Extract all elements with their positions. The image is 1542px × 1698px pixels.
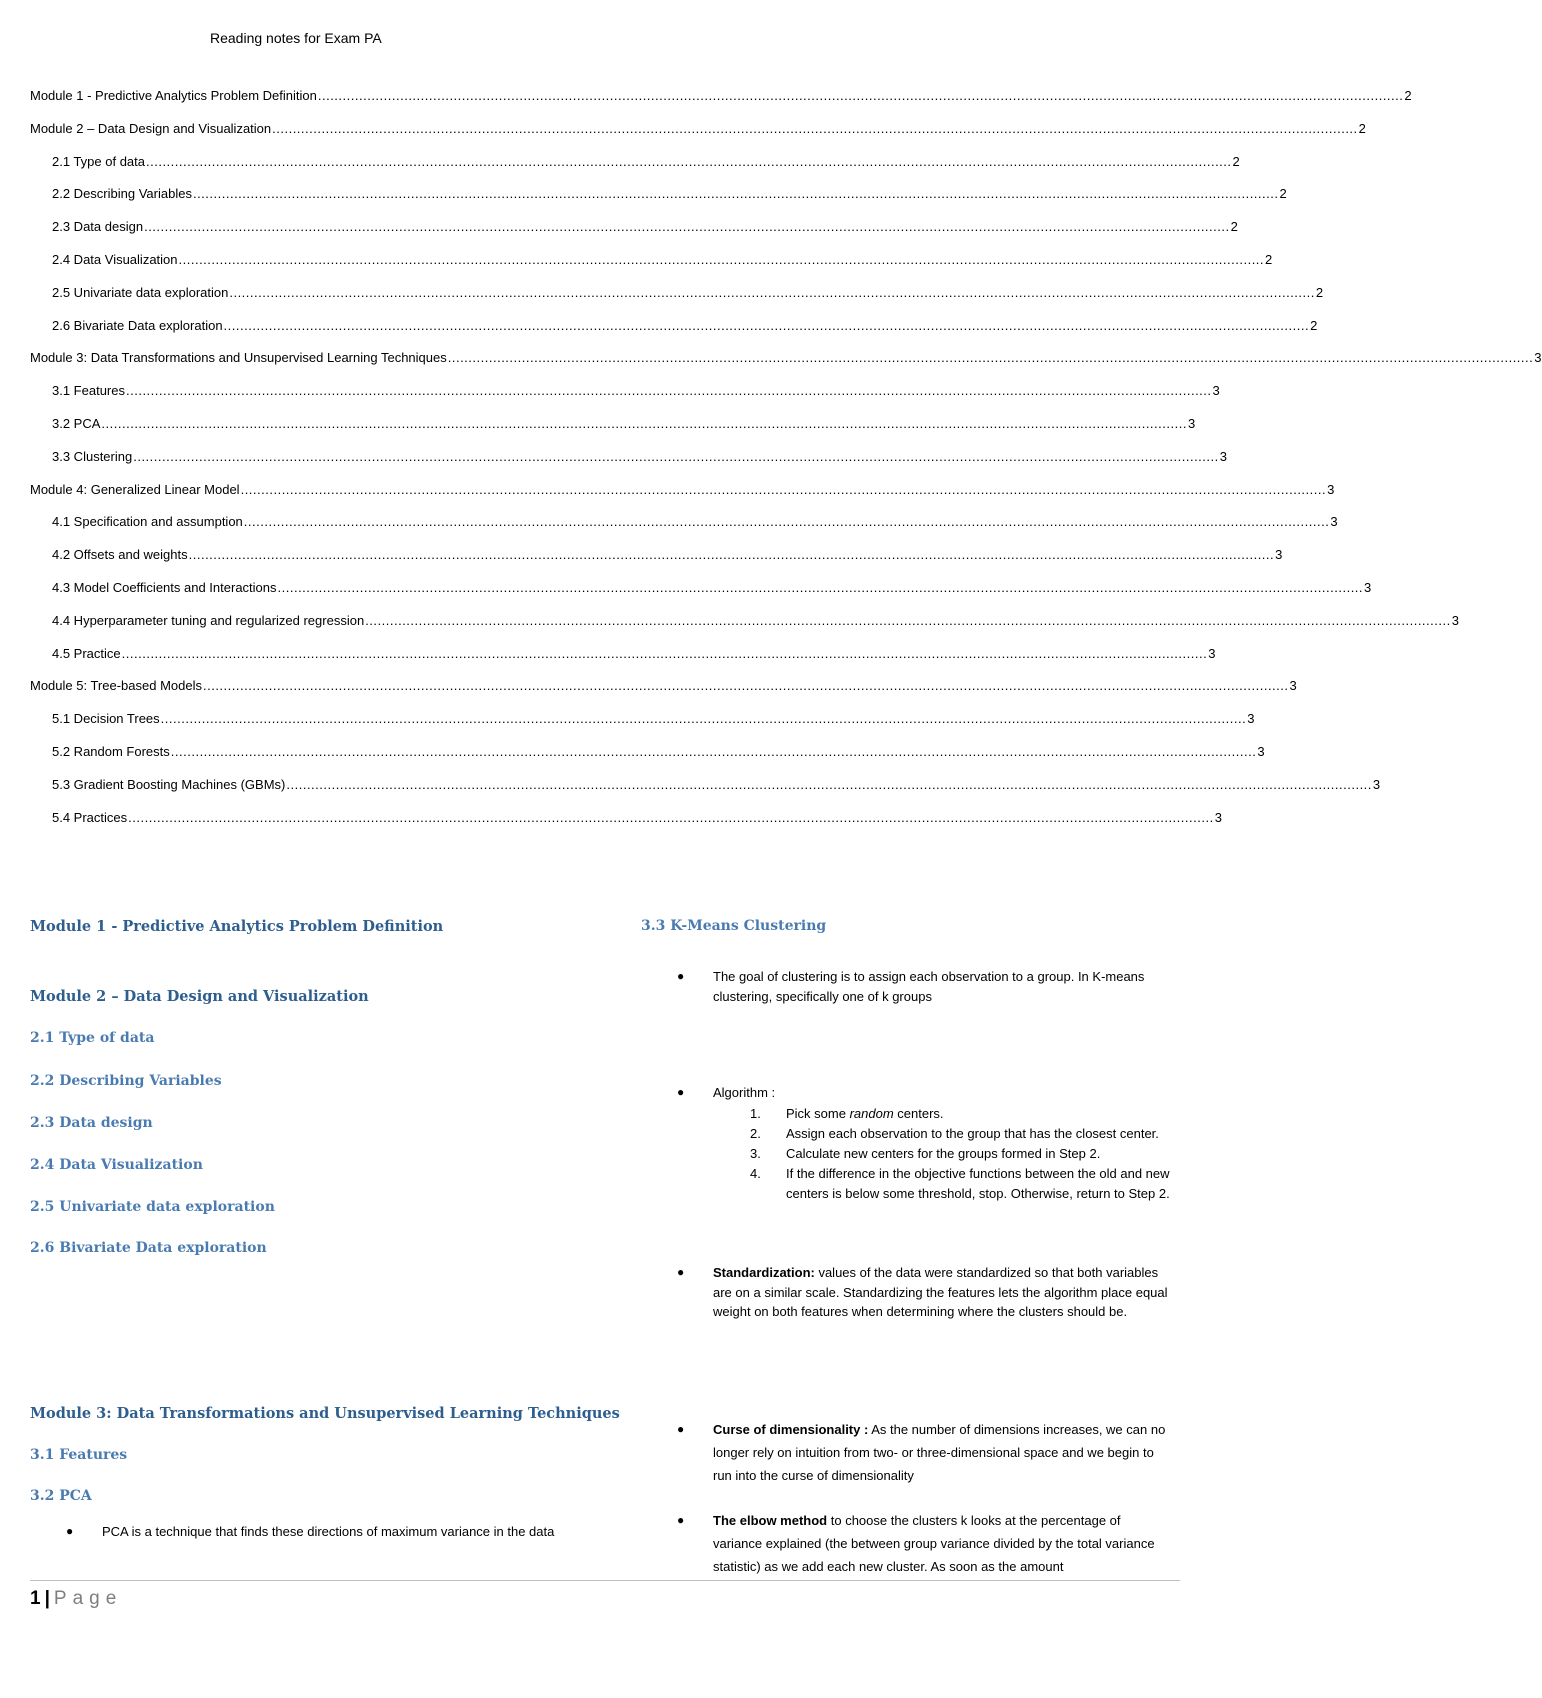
toc-entry-label: 4.1 Specification and assumption (52, 514, 243, 530)
table-of-contents (30, 88, 1542, 842)
toc-leader-dots (179, 252, 1265, 267)
heading-2-6: 2.6 Bivariate Data exploration (30, 1240, 267, 1256)
algorithm-steps (750, 1104, 1180, 1204)
heading-3-1: 3.1 Features (30, 1447, 128, 1463)
toc-entry[interactable] (30, 350, 1542, 383)
toc-entry-page: 2 (1279, 186, 1287, 202)
step-text-tail: centers. (893, 1106, 944, 1121)
bullet-icon: ● (677, 1085, 685, 1099)
toc-leader-dots (365, 613, 1451, 628)
curse-term: Curse of dimensionality : (713, 1422, 869, 1437)
toc-leader-dots (171, 744, 1257, 759)
toc-entry-label: 4.3 Model Coefficients and Interactions (52, 579, 277, 595)
toc-entry-page: 3 (1208, 645, 1216, 661)
toc-leader-dots (272, 121, 1358, 136)
toc-entry-label: Module 5: Tree-based Models (30, 678, 202, 694)
toc-leader-dots (189, 547, 1275, 562)
toc-entry[interactable] (30, 481, 1335, 515)
toc-entry-page: 3 (1275, 547, 1283, 563)
toc-entry-label: 4.4 Hyperparameter tuning and regularized regression (52, 612, 365, 628)
toc-entry-label: Module 1 - Predictive Analytics Problem Definition (30, 88, 317, 103)
toc-entry-page: 3 (1187, 415, 1196, 431)
bullet-icon: ● (677, 1422, 685, 1436)
curse-text: As the number of dimensions increases, we can no longer rely on intuition from two- or three-dimensional space and we begin to run into the curse of dimensionality (713, 1422, 1166, 1483)
step-number: 4. (750, 1166, 761, 1181)
bullet-icon: ● (677, 969, 685, 983)
algorithm-step (750, 1104, 1180, 1124)
toc-entry-page: 3 (1219, 448, 1227, 464)
algorithm-step (750, 1124, 1180, 1144)
toc-entry-page: 2 (1404, 88, 1412, 103)
standardization-bullet (677, 1263, 1173, 1322)
toc-leader-dots (241, 482, 1327, 497)
toc-leader-dots (128, 810, 1214, 825)
heading-module-1: Module 1 - Predictive Analytics Problem Definition (30, 918, 444, 935)
toc-entry[interactable] (30, 547, 1283, 580)
toc-entry-label: 2.3 Data design (52, 219, 144, 235)
standardization-text: values of the data were standardized so that both variables are on a similar scale. Standardizing the features lets the algorithm place equal weight on both features when determining where the clusters should be. (713, 1265, 1168, 1319)
heading-2-5: 2.5 Univariate data exploration (30, 1199, 275, 1215)
algorithm-step (750, 1164, 1180, 1204)
heading-2-2: 2.2 Describing Variables (30, 1073, 222, 1089)
heading-3-2: 3.2 PCA (30, 1488, 92, 1504)
toc-entry[interactable] (30, 153, 1240, 187)
toc-entry[interactable] (30, 743, 1265, 777)
toc-entry[interactable] (30, 579, 1372, 613)
page-footer (30, 1588, 122, 1610)
toc-entry-label: 3.2 PCA (52, 415, 101, 431)
toc-entry-page: 3 (1330, 514, 1338, 530)
goal-text: The goal of clustering is to assign each observation to a group. In K-means clustering, specifically one of k groups (713, 969, 1145, 1004)
heading-2-3: 2.3 Data design (30, 1115, 153, 1131)
standardization-term: Standardization: (713, 1265, 815, 1280)
toc-leader-dots (146, 154, 1232, 169)
toc-entry-page: 3 (1257, 743, 1265, 759)
step-number: 1. (750, 1106, 761, 1121)
toc-entry[interactable] (30, 284, 1324, 318)
toc-entry-page: 2 (1230, 219, 1238, 235)
heading-2-1: 2.1 Type of data (30, 1030, 155, 1046)
algorithm-step (750, 1144, 1180, 1164)
toc-entry-page: 3 (1372, 776, 1381, 792)
algorithm-label: Algorithm : (713, 1085, 776, 1100)
toc-entry-label: 2.2 Describing Variables (52, 186, 192, 202)
step-text: Assign each observation to the group that has the closest center. (786, 1126, 1159, 1141)
toc-entry[interactable] (30, 383, 1220, 416)
toc-entry-label: 2.5 Univariate data exploration (52, 284, 229, 300)
toc-entry-page: 2 (1315, 284, 1324, 300)
step-text: If the difference in the objective functions between the old and new centers is below some threshold, stop. Otherwise, return to Step 2. (786, 1166, 1170, 1201)
toc-entry-page: 3 (1534, 350, 1542, 366)
toc-leader-dots (101, 416, 1187, 431)
toc-entry-label: 4.2 Offsets and weights (52, 547, 188, 563)
heading-module-2: Module 2 – Data Design and Visualization (30, 988, 369, 1005)
step-emphasis: random (849, 1106, 894, 1121)
toc-entry[interactable] (30, 88, 1412, 121)
step-text: Calculate new centers for the groups formed in Step 2. (786, 1146, 1101, 1161)
toc-leader-dots (161, 711, 1247, 726)
toc-entry-label: 4.5 Practice (52, 645, 121, 661)
toc-entry-label: 3.1 Features (52, 383, 125, 399)
step-text: Pick some (786, 1106, 850, 1121)
toc-entry[interactable] (30, 612, 1459, 646)
bullet-icon: ● (66, 1524, 74, 1538)
toc-entry-label: 5.4 Practices (52, 809, 128, 825)
heading-3-3: 3.3 K-Means Clustering (641, 918, 827, 934)
toc-entry[interactable] (30, 711, 1255, 744)
toc-leader-dots (144, 219, 1230, 234)
pca-bullet-text: PCA is a technique that finds these directions of maximum variance in the data (102, 1524, 555, 1539)
elbow-bullet (677, 1509, 1173, 1578)
toc-leader-dots (203, 678, 1289, 693)
toc-leader-dots (286, 777, 1372, 792)
toc-leader-dots (193, 186, 1279, 201)
toc-entry-page: 3 (1214, 809, 1222, 825)
toc-entry[interactable] (30, 645, 1216, 679)
step-number: 2. (750, 1126, 761, 1141)
goal-bullet (677, 967, 1173, 1006)
page-word: Page (53, 1588, 123, 1609)
toc-entry[interactable] (30, 809, 1222, 843)
toc-entry[interactable] (30, 120, 1366, 154)
bullet-icon: ● (677, 1265, 685, 1279)
toc-leader-dots (244, 514, 1330, 529)
toc-entry-page: 2 (1310, 317, 1318, 333)
page-number: 1 (30, 1588, 41, 1609)
toc-entry[interactable] (30, 317, 1318, 351)
toc-leader-dots (448, 350, 1534, 365)
document-title: Reading notes for Exam PA (210, 30, 382, 46)
toc-leader-dots (133, 449, 1219, 464)
footer-divider (30, 1580, 1180, 1581)
toc-entry-page: 3 (1212, 383, 1220, 399)
toc-entry-page: 3 (1364, 579, 1372, 595)
toc-entry[interactable] (30, 219, 1238, 252)
toc-leader-dots (229, 285, 1315, 300)
toc-entry-label: 2.1 Type of data (52, 153, 145, 169)
step-number: 3. (750, 1146, 761, 1161)
toc-entry-label: 5.2 Random Forests (52, 743, 170, 759)
toc-entry[interactable] (30, 186, 1287, 219)
toc-entry-page: 3 (1289, 678, 1297, 694)
toc-leader-dots (126, 383, 1212, 398)
toc-entry-page: 3 (1451, 612, 1459, 628)
toc-entry-label: 5.3 Gradient Boosting Machines (GBMs) (52, 776, 286, 792)
toc-entry[interactable] (30, 415, 1196, 449)
elbow-term: The elbow method (713, 1513, 828, 1528)
toc-entry-page: 2 (1232, 153, 1240, 169)
heading-module-3: Module 3: Data Transformations and Unsupervised Learning Techniques (30, 1405, 620, 1422)
toc-leader-dots (278, 580, 1364, 595)
toc-entry-label: Module 3: Data Transformations and Unsupervised Learning Techniques (30, 350, 447, 366)
toc-entry-label: Module 2 – Data Design and Visualization (30, 120, 272, 136)
toc-entry[interactable] (30, 251, 1273, 285)
heading-2-4: 2.4 Data Visualization (30, 1157, 203, 1173)
bullet-icon: ● (677, 1513, 685, 1527)
toc-entry-label: 2.4 Data Visualization (52, 251, 178, 267)
pca-bullet (66, 1520, 572, 1543)
algorithm-bullet (677, 1083, 1173, 1103)
toc-entry-label: Module 4: Generalized Linear Model (30, 481, 240, 497)
footer-separator: | (44, 1588, 50, 1609)
toc-entry-label: 2.6 Bivariate Data exploration (52, 317, 223, 333)
toc-entry[interactable] (30, 776, 1381, 810)
toc-leader-dots (122, 646, 1208, 661)
toc-entry[interactable] (30, 678, 1297, 711)
elbow-text: to choose the clusters k looks at the percentage of variance explained (the between group variance divided by the total variance statistic) as we add each new cluster. As soon as the amount (713, 1513, 1155, 1574)
curse-bullet (677, 1418, 1173, 1487)
toc-entry-page: 2 (1358, 120, 1366, 136)
toc-leader-dots (224, 318, 1310, 333)
toc-entry[interactable] (30, 514, 1338, 547)
toc-entry-page: 3 (1247, 711, 1255, 727)
toc-entry-page: 2 (1265, 251, 1273, 267)
toc-entry-label: 3.3 Clustering (52, 448, 133, 464)
toc-entry-page: 3 (1327, 481, 1335, 497)
toc-leader-dots (318, 88, 1404, 103)
toc-entry-label: 5.1 Decision Trees (52, 711, 160, 727)
toc-entry[interactable] (30, 448, 1227, 482)
